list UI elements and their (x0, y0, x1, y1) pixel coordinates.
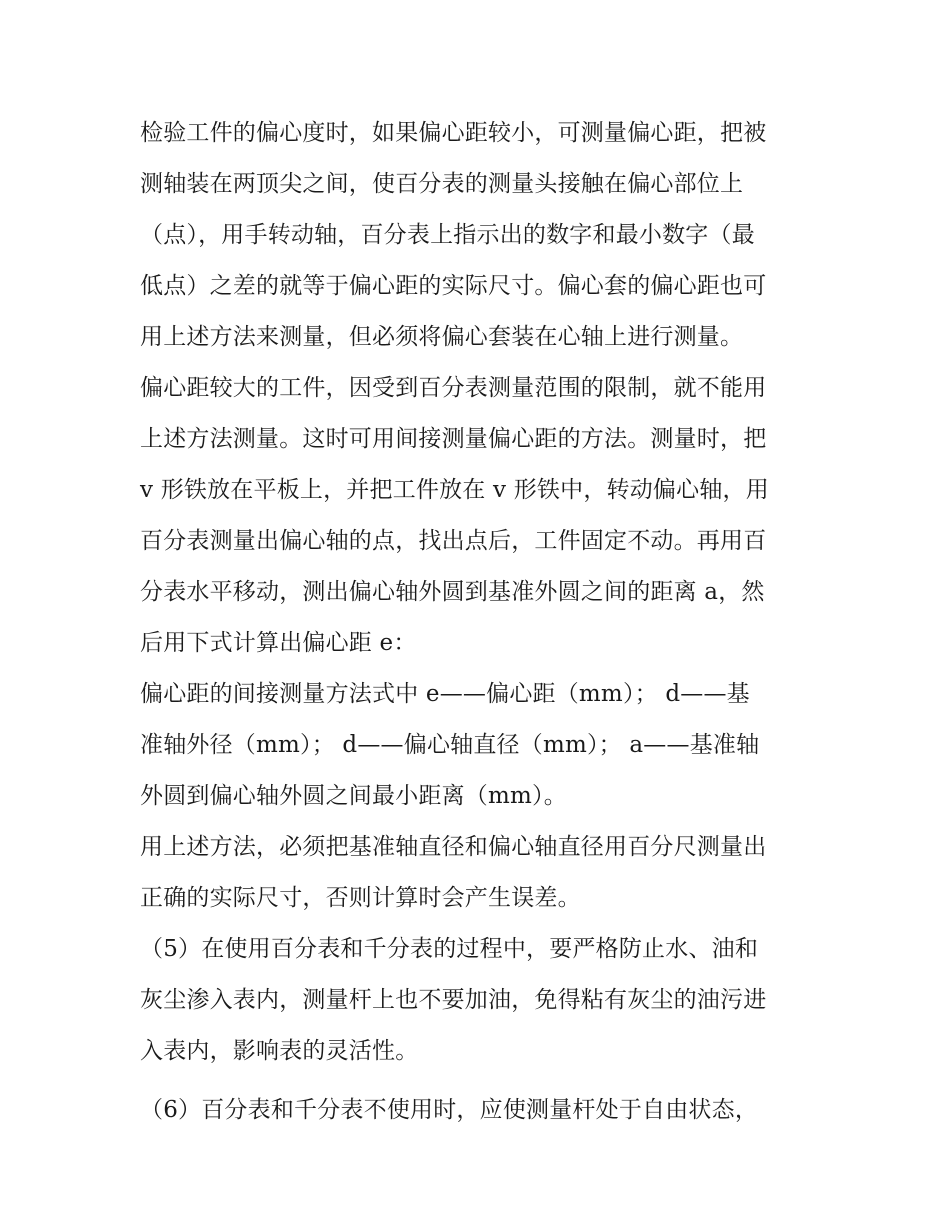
text-line: （6）百分表和千分表不使用时，应使测量杆处于自由状态， (140, 1097, 759, 1123)
text-line: 偏心距的间接测量方法式中 e——偏心距（mm）； d——基 (140, 681, 750, 707)
text-line: 测轴装在两顶尖之间，使百分表的测量头接触在偏心部位上 (140, 171, 744, 197)
text-line: 百分表测量出偏心轴的点，找出点后，工件固定不动。再用百 (140, 528, 767, 554)
text-line: 分表水平移动，测出偏心轴外圆到基准外圆之间的距离 a，然 (140, 579, 765, 605)
body-text (140, 108, 816, 1136)
text-line: 外圆到偏心轴外圆之间最小距离（mm）。 (140, 783, 567, 809)
text-line: 用上述方法来测量，但必须将偏心套装在心轴上进行测量。 (140, 324, 744, 350)
text-line: 正确的实际尺寸，否则计算时会产生误差。 (140, 885, 581, 911)
text-line: 用上述方法，必须把基准轴直径和偏心轴直径用百分尺测量出 (140, 834, 767, 860)
text-line: （5）在使用百分表和千分表的过程中，要严格防止水、油和 (140, 936, 759, 962)
text-line: 入表内，影响表的灵活性。 (140, 1038, 419, 1064)
text-line: 准轴外径（mm）； d——偏心轴直径（mm）； a——基准轴 (140, 732, 760, 758)
text-line: 灰尘渗入表内，测量杆上也不要加油，免得粘有灰尘的油污进 (140, 987, 767, 1013)
text-line: （点），用手转动轴，百分表上指示出的数字和最小数字（最 (140, 222, 755, 248)
text-line: v 形铁放在平板上，并把工件放在 v 形铁中，转动偏心轴，用 (140, 477, 769, 503)
text-line: 上述方法测量。这时可用间接测量偏心距的方法。测量时，把 (140, 426, 767, 452)
text-line: 偏心距较大的工件，因受到百分表测量范围的限制，就不能用 (140, 375, 767, 401)
text-line: 后用下式计算出偏心距 e： (140, 630, 417, 656)
text-line: 低点）之差的就等于偏心距的实际尺寸。偏心套的偏心距也可 (140, 273, 767, 299)
text-line: 检验工件的偏心度时，如果偏心距较小，可测量偏心距，把被 (140, 120, 767, 146)
